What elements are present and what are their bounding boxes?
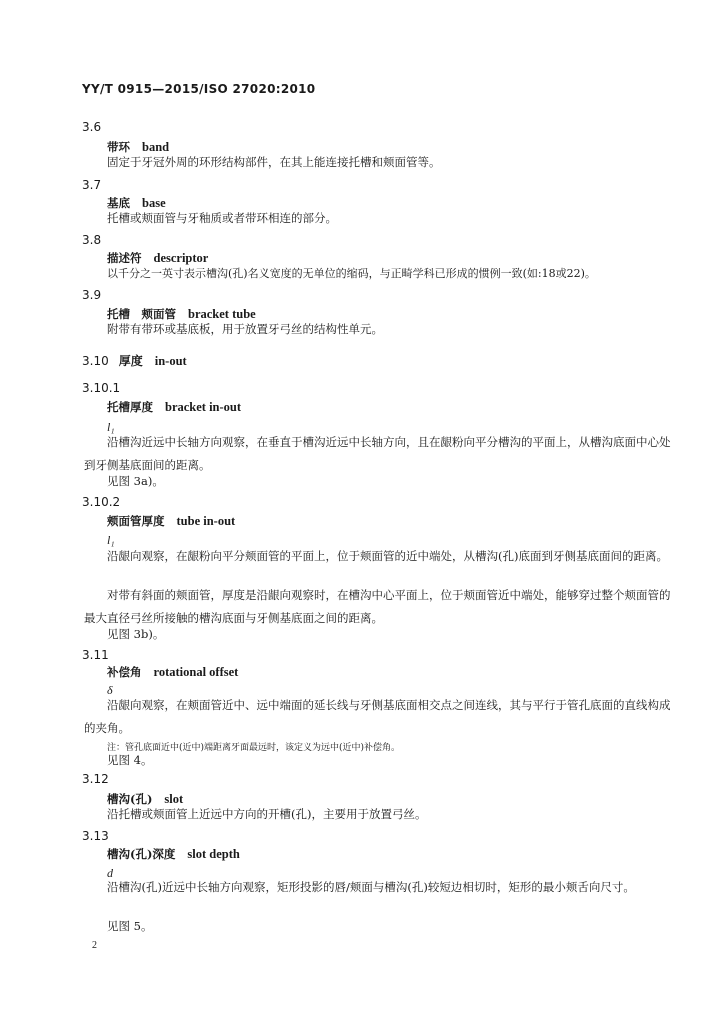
clause-number: 3.8 xyxy=(82,233,102,247)
clause-number: 3.10 xyxy=(82,354,109,368)
definition: 沿槽沟(孔)近远中长轴方向观察，矩形投影的唇/颊面与槽沟(孔)较短边相切时，矩形的最小颊舌向尺寸。 xyxy=(107,880,635,894)
note: 注：管孔底面近中(近中)端距离牙面最远时，该定义为远中(近中)补偿角。 xyxy=(107,743,401,753)
term-zh: 槽沟(孔) xyxy=(107,792,153,806)
term-en: slot depth xyxy=(187,847,240,861)
page-number: 2 xyxy=(92,940,97,951)
standard-header: YY/T 0915—2015/ISO 27020:2010 xyxy=(82,82,316,96)
clause-number: 3.11 xyxy=(82,648,109,662)
term-zh: 补偿角 xyxy=(107,665,142,679)
definition: 以千分之一英寸表示槽沟(孔)名义宽度的无单位的缩码，与正畸学科已形成的惯例一致(如:18或22)。 xyxy=(107,267,596,280)
term-zh: 托槽厚度 xyxy=(107,400,153,414)
definition: 沿槽沟近远中长轴方向观察，在垂直于槽沟近远中长轴方向，且在龈粉向平分槽沟的平面上，从槽沟底面中心处到牙侧基底面间的距离。 xyxy=(84,435,671,472)
term xyxy=(107,513,235,529)
definition: 沿龈向观察，在颊面管近中、远中端面的延长线与牙侧基底面相交点之间连线，其与平行于管孔底面的直线构成的夹角。 xyxy=(84,698,671,735)
term-en: base xyxy=(142,196,166,210)
term-zh: 厚度 xyxy=(118,354,143,368)
term-zh: 槽沟(孔)深度 xyxy=(107,847,176,861)
symbol: l₁ xyxy=(107,533,115,547)
term xyxy=(107,399,241,415)
figure-reference: 见图 4。 xyxy=(107,753,153,767)
term-en: tube in-out xyxy=(176,514,236,528)
definition: 固定于牙冠外周的环形结构部件，在其上能连接托槽和颊面管等。 xyxy=(107,155,441,169)
clause-number: 3.10.1 xyxy=(82,381,121,395)
figure-reference: 见图 3a)。 xyxy=(107,474,164,488)
term-zh: 描述符 xyxy=(107,251,142,265)
symbol: d xyxy=(107,866,113,880)
clause-number: 3.13 xyxy=(82,829,109,843)
term-zh: 托槽 颊面管 xyxy=(107,307,176,321)
term-zh: 带环 xyxy=(107,140,130,154)
symbol: l₁ xyxy=(107,420,115,434)
term-en: in-out xyxy=(154,354,187,368)
definition: 托槽或颊面管与牙釉质或者带环相连的部分。 xyxy=(107,211,337,225)
section-heading xyxy=(82,352,187,369)
term-en: slot xyxy=(164,792,184,806)
term-en: bracket in-out xyxy=(165,400,242,414)
term-en: band xyxy=(142,140,170,154)
term xyxy=(107,846,240,862)
term-en: rotational offset xyxy=(153,665,239,679)
definition-note: 对带有斜面的颊面管，厚度是沿龈向观察时，在槽沟中心平面上，位于颊面管近中端处，能够穿过整个颊面管的最大直径弓丝所接触的槽沟底面与牙侧基底面之间的距离。 xyxy=(84,588,671,625)
clause-number: 3.12 xyxy=(82,772,109,786)
definition: 沿托槽或颊面管上近远中方向的开槽(孔)，主要用于放置弓丝。 xyxy=(107,807,427,821)
clause-number: 3.9 xyxy=(82,288,102,302)
definition: 沿龈向观察，在龈粉向平分颊面管的平面上，位于颊面管的近中端处，从槽沟(孔)底面到牙侧基底面间的距离。 xyxy=(107,549,668,563)
clause-number: 3.7 xyxy=(82,178,102,192)
clause-number: 3.6 xyxy=(82,120,102,134)
term-zh: 基底 xyxy=(107,196,130,210)
term xyxy=(107,664,238,680)
term-zh: 颊面管厚度 xyxy=(107,514,165,528)
term-en: bracket tube xyxy=(188,307,256,321)
definition: 附带有带环或基底板，用于放置牙弓丝的结构性单元。 xyxy=(107,322,383,336)
term-en: descriptor xyxy=(153,251,209,265)
figure-reference: 见图 5。 xyxy=(107,919,153,933)
symbol: δ xyxy=(107,683,113,697)
clause-number: 3.10.2 xyxy=(82,495,121,509)
figure-reference: 见图 3b)。 xyxy=(107,627,165,641)
